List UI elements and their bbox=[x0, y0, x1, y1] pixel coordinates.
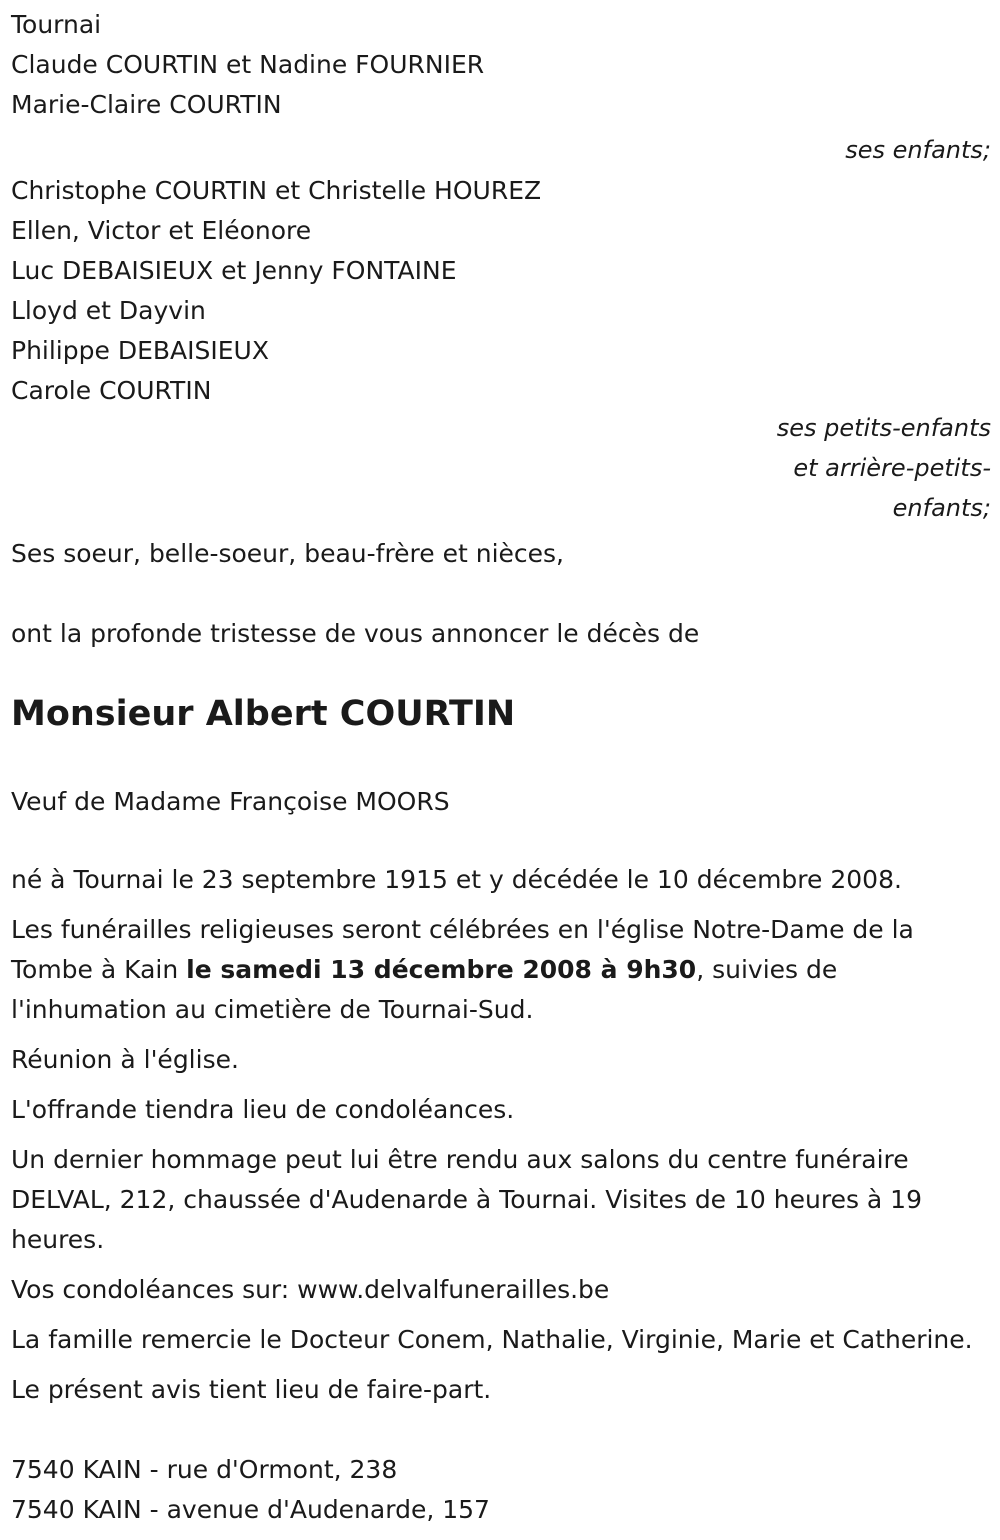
birth-death: né à Tournai le 23 septembre 1915 et y décédée le 10 décembre 2008. bbox=[11, 865, 902, 894]
address: 7540 KAIN - avenue d'Audenarde, 157 bbox=[11, 1495, 490, 1524]
grandchild-name: Carole COURTIN bbox=[11, 376, 212, 405]
widower-of: Veuf de Madame Françoise MOORS bbox=[11, 787, 450, 816]
tribute: Un dernier hommage peut lui être rendu aux salons du centre funéraire DELVAL, 212, chaussée d'Audenarde à Tournai. Visites de 10 heures à 19 heures. bbox=[11, 1145, 922, 1254]
thanks: La famille remercie le Docteur Conem, Nathalie, Virginie, Marie et Catherine. bbox=[11, 1325, 973, 1354]
funeral-text: Les funérailles religieuses seront célébrées en l'église Notre-Dame de la Tombe à Kain bbox=[11, 915, 914, 984]
grandchildren-role-line: enfants; bbox=[892, 494, 991, 522]
siblings-line: Ses soeur, belle-soeur, beau-frère et nièces, bbox=[11, 539, 565, 568]
funeral-info bbox=[11, 910, 991, 1030]
grandchildren-role bbox=[11, 408, 991, 528]
condolences: Vos condoléances sur: www.delvalfunerailles.be bbox=[11, 1275, 610, 1304]
grandchild-name: Philippe DEBAISIEUX bbox=[11, 336, 269, 365]
announcement: ont la profonde tristesse de vous annoncer le décès de bbox=[11, 619, 700, 648]
child-name: Marie-Claire COURTIN bbox=[11, 90, 282, 119]
offering: L'offrande tiendra lieu de condoléances. bbox=[11, 1095, 515, 1124]
grandchild-name: Christophe COURTIN et Christelle HOUREZ bbox=[11, 176, 542, 205]
grandchildren-role-line: ses petits-enfants bbox=[776, 414, 991, 442]
grandchildren-role-line: et arrière-petits- bbox=[793, 454, 991, 482]
grandchild-name: Lloyd et Dayvin bbox=[11, 296, 206, 325]
funeral-text-end: , suivies de l'inhumation au cimetière de Tournai-Sud. bbox=[11, 955, 838, 1024]
meeting: Réunion à l'église. bbox=[11, 1045, 239, 1074]
obituary-notice bbox=[11, 5, 991, 1530]
place: Tournai bbox=[11, 10, 102, 39]
notice: Le présent avis tient lieu de faire-part. bbox=[11, 1375, 492, 1404]
addresses bbox=[11, 1450, 991, 1530]
child-name: Claude COURTIN et Nadine FOURNIER bbox=[11, 50, 485, 79]
address: 7540 KAIN - rue d'Ormont, 238 bbox=[11, 1455, 398, 1484]
grandchild-name: Luc DEBAISIEUX et Jenny FONTAINE bbox=[11, 256, 457, 285]
funeral-date: le samedi 13 décembre 2008 à 9h30 bbox=[186, 955, 697, 984]
details bbox=[11, 860, 991, 1410]
grandchild-name: Ellen, Victor et Eléonore bbox=[11, 216, 312, 245]
deceased-name: Monsieur Albert COURTIN bbox=[11, 694, 516, 734]
children-role: ses enfants; bbox=[845, 136, 991, 164]
